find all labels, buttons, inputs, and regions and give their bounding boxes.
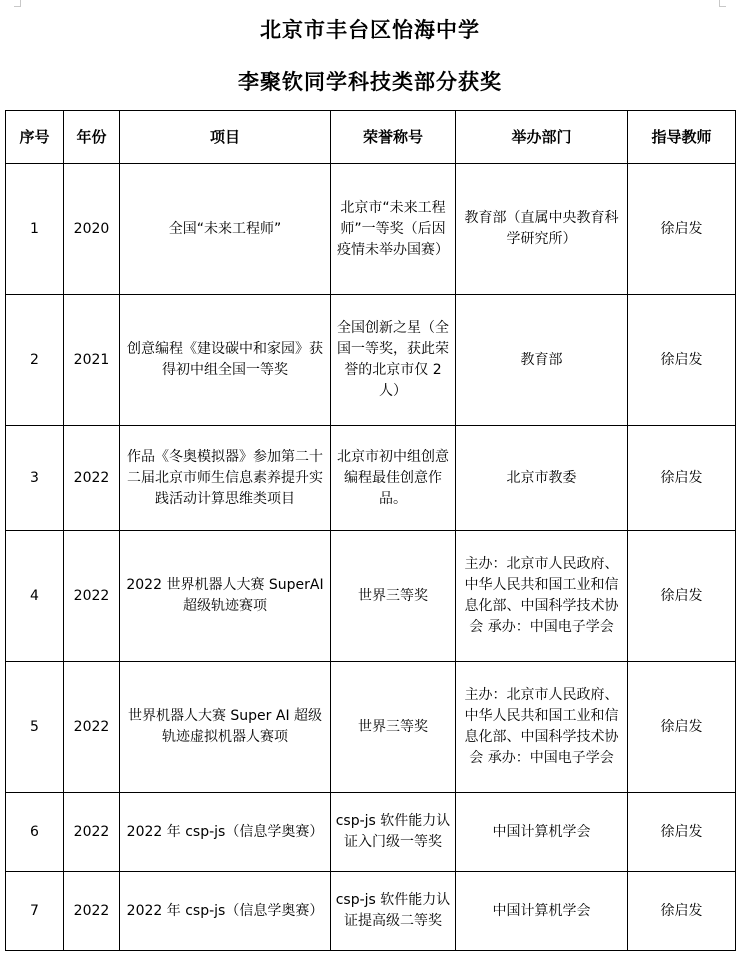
cell-index: 1 [6,164,64,295]
column-header-index: 序号 [6,111,64,164]
cell-year: 2022 [64,793,120,872]
cell-department: 中国计算机学会 [456,793,628,872]
cell-index: 2 [6,295,64,426]
page-corner-mark-right [719,0,726,7]
column-header-teacher: 指导教师 [628,111,736,164]
cell-honor: 北京市初中组创意编程最佳创意作品。 [331,426,456,531]
cell-project: 作品《冬奥模拟器》参加第二十二届北京市师生信息素养提升实践活动计算思维类项目 [120,426,331,531]
cell-honor: 世界三等奖 [331,531,456,662]
cell-year: 2020 [64,164,120,295]
table-header-row [6,111,736,164]
cell-department: 北京市教委 [456,426,628,531]
cell-project: 2022 年 csp-js（信息学奥赛） [120,793,331,872]
cell-year: 2022 [64,872,120,951]
cell-department: 主办：北京市人民政府、中华人民共和国工业和信息化部、中国科学技术协会 承办：中国电子学会 [456,662,628,793]
page-corner-mark-left [14,0,21,7]
cell-teacher: 徐启发 [628,531,736,662]
table-row [6,872,736,951]
column-header-project: 项目 [120,111,331,164]
column-header-honor: 荣誉称号 [331,111,456,164]
school-title: 北京市丰台区怡海中学 [260,18,480,42]
cell-teacher: 徐启发 [628,295,736,426]
column-header-year: 年份 [64,111,120,164]
cell-teacher: 徐启发 [628,872,736,951]
cell-project: 创意编程《建设碳中和家园》获得初中组全国一等奖 [120,295,331,426]
cell-project: 全国“未来工程师” [120,164,331,295]
table-row [6,662,736,793]
cell-department: 教育部 [456,295,628,426]
cell-honor: 全国创新之星（全国一等奖，获此荣誉的北京市仅 2 人） [331,295,456,426]
cell-index: 7 [6,872,64,951]
cell-honor: csp-js 软件能力认证提高级二等奖 [331,872,456,951]
cell-teacher: 徐启发 [628,426,736,531]
cell-index: 3 [6,426,64,531]
awards-table [5,110,736,951]
cell-teacher: 徐启发 [628,793,736,872]
cell-index: 5 [6,662,64,793]
cell-teacher: 徐启发 [628,662,736,793]
cell-year: 2022 [64,426,120,531]
cell-year: 2021 [64,295,120,426]
table-row [6,295,736,426]
cell-honor: 北京市“未来工程师”一等奖（后因疫情未举办国赛） [331,164,456,295]
column-header-department: 举办部门 [456,111,628,164]
cell-department: 主办：北京市人民政府、中华人民共和国工业和信息化部、中国科学技术协会 承办：中国电子学会 [456,531,628,662]
table-row [6,426,736,531]
cell-project: 2022 世界机器人大赛 SuperAI 超级轨迹赛项 [120,531,331,662]
cell-honor: csp-js 软件能力认证入门级一等奖 [331,793,456,872]
cell-department: 中国计算机学会 [456,872,628,951]
cell-teacher: 徐启发 [628,164,736,295]
cell-department: 教育部（直属中央教育科学研究所） [456,164,628,295]
table-row [6,164,736,295]
document-title: 李聚钦同学科技类部分获奖 [238,70,502,94]
cell-year: 2022 [64,662,120,793]
cell-year: 2022 [64,531,120,662]
table-row [6,531,736,662]
cell-honor: 世界三等奖 [331,662,456,793]
table-row [6,793,736,872]
cell-index: 4 [6,531,64,662]
cell-index: 6 [6,793,64,872]
cell-project: 世界机器人大赛 Super AI 超级轨迹虚拟机器人赛项 [120,662,331,793]
cell-project: 2022 年 csp-js（信息学奥赛） [120,872,331,951]
